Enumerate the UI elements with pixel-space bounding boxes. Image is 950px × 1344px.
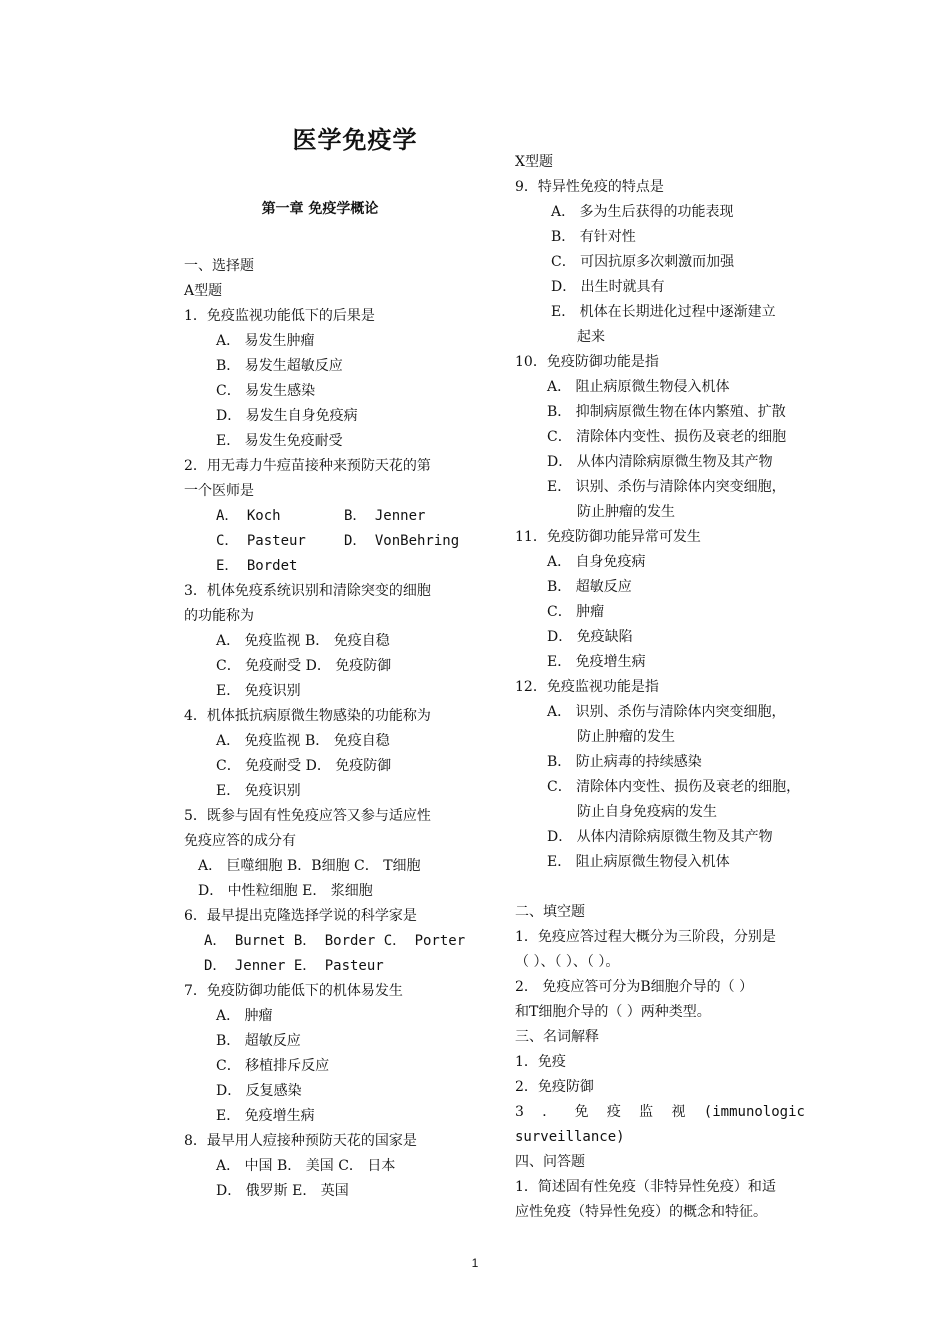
option: E． 免疫增生病	[216, 1108, 315, 1124]
option: A． 阻止病原微生物侵入机体	[547, 379, 730, 395]
option: E． 阻止病原微生物侵入机体	[547, 854, 730, 870]
option: E． 免疫增生病	[547, 654, 646, 670]
option: C． 免疫耐受 D． 免疫防御	[216, 658, 392, 674]
question-9: 9．特异性免疫的特点是	[515, 179, 664, 195]
option: A． 自身免疫病	[547, 554, 646, 570]
option: A． 识别、杀伤与清除体内突变细胞，	[547, 704, 786, 720]
question-7: 7．免疫防御功能低下的机体易发生	[184, 983, 403, 999]
question-12: 12．免疫监视功能是指	[515, 679, 659, 695]
question-type-heading: X型题	[515, 154, 553, 170]
option-row	[184, 504, 479, 529]
option-cont: 防止自身免疫病的发生	[577, 804, 717, 820]
option: E． 易发生免疫耐受	[216, 433, 343, 449]
option: A． 易发生肿瘤	[216, 333, 315, 349]
question-type-heading: A型题	[184, 283, 223, 299]
option: C． 清除体内变性、损伤及衰老的细胞，	[547, 779, 801, 795]
question-3-cont: 的功能称为	[184, 608, 254, 624]
fill-question-2: 2． 免疫应答可分为B细胞介导的（ ）	[515, 979, 754, 995]
option: C． 肿瘤	[547, 604, 605, 620]
option: B． 易发生超敏反应	[216, 358, 343, 374]
question-6: 6．最早提出克隆选择学说的科学家是	[184, 908, 417, 924]
option: C． 移植排斥反应	[216, 1058, 330, 1074]
option: E． 机体在长期进化过程中逐渐建立	[551, 304, 776, 320]
document-title: 医学免疫学	[292, 126, 418, 154]
option: A． 中国 B． 美国 C． 日本	[216, 1158, 396, 1174]
term-part: 免	[574, 1104, 589, 1120]
option: B． 超敏反应	[216, 1033, 301, 1049]
question-3: 3．机体免疫系统识别和清除突变的细胞	[184, 583, 431, 599]
option: C． Pasteur	[216, 533, 306, 549]
chapter-heading: 第一章 免疫学概论	[261, 201, 379, 217]
question-4: 4．机体抵抗病原微生物感染的功能称为	[184, 708, 431, 724]
option: C． 易发生感染	[216, 383, 316, 399]
option: D． 易发生自身免疫病	[216, 408, 358, 424]
option: E． 免疫识别	[216, 683, 301, 699]
option: B． 抑制病原微生物在体内繁殖、扩散	[547, 404, 786, 420]
option: B． 超敏反应	[547, 579, 632, 595]
option: D． 反复感染	[216, 1083, 302, 1099]
option-row: D． 中性粒细胞 E． 浆细胞	[198, 883, 373, 899]
question-11: 11．免疫防御功能异常可发生	[515, 529, 701, 545]
qa-question-1-cont: 应性免疫（特异性免疫）的概念和特征。	[515, 1204, 767, 1220]
term-part: 3	[515, 1104, 524, 1120]
option: E． 免疫识别	[216, 783, 301, 799]
option-row: A． 巨噬细胞 B．B细胞 C． T细胞	[198, 858, 421, 874]
option-row: D． Jenner E． Pasteur	[204, 958, 384, 974]
option: D． VonBehring	[344, 533, 460, 549]
question-2-cont: 一个医师是	[184, 483, 254, 499]
option: B． 防止病毒的持续感染	[547, 754, 702, 770]
term-part: (immunologic	[703, 1104, 805, 1120]
section-heading: 三、名词解释	[515, 1029, 599, 1045]
section-heading: 二、填空题	[515, 904, 585, 920]
option: D． 俄罗斯 E． 英国	[216, 1183, 349, 1199]
term-justified	[515, 1100, 805, 1125]
option: D． 免疫缺陷	[547, 629, 633, 645]
term-cont: surveillance)	[515, 1129, 625, 1145]
term: 2．免疫防御	[515, 1079, 594, 1095]
right-column	[515, 150, 815, 1225]
option-row: A． Burnet B． Border C． Porter	[204, 933, 466, 949]
option: D． 从体内清除病原微生物及其产物	[547, 454, 773, 470]
term-part: 视	[671, 1104, 686, 1120]
option: C． 可因抗原多次刺激而加强	[551, 254, 735, 270]
fill-question-1: 1．免疫应答过程大概分为三阶段，分别是	[515, 929, 776, 945]
option: B． Jenner	[344, 508, 426, 524]
question-5-cont: 免疫应答的成分有	[184, 833, 296, 849]
section-heading: 一、选择题	[184, 258, 254, 274]
term: 1．免疫	[515, 1054, 566, 1070]
option: D． 出生时就具有	[551, 279, 665, 295]
option: E． 识别、杀伤与清除体内突变细胞，	[547, 479, 786, 495]
option: A． 免疫监视 B． 免疫自稳	[216, 733, 390, 749]
question-1: 1．免疫监视功能低下的后果是	[184, 308, 375, 324]
option: A． 免疫监视 B． 免疫自稳	[216, 633, 390, 649]
question-10: 10．免疫防御功能是指	[515, 354, 659, 370]
option: B． 有针对性	[551, 229, 636, 245]
option: D． 从体内清除病原微生物及其产物	[547, 829, 773, 845]
section-heading: 四、问答题	[515, 1154, 585, 1170]
term-part: 监	[639, 1104, 654, 1120]
term-part: 疫	[606, 1104, 621, 1120]
option: A． 肿瘤	[216, 1008, 273, 1024]
option: E． Bordet	[216, 558, 298, 574]
fill-question-2-cont: 和T细胞介导的（ ）两种类型。	[515, 1004, 711, 1020]
option-row	[184, 529, 479, 554]
question-5: 5．既参与固有性免疫应答又参与适应性	[184, 808, 431, 824]
qa-question-1: 1．简述固有性免疫（非特异性免疫）和适	[515, 1179, 776, 1195]
left-column	[184, 254, 479, 1204]
fill-question-1-cont: （ ）、（ ）、（ ）。	[515, 954, 620, 970]
option-cont: 防止肿瘤的发生	[577, 504, 675, 520]
option: A． 多为生后获得的功能表现	[551, 204, 734, 220]
option: C． 免疫耐受 D． 免疫防御	[216, 758, 392, 774]
option: C． 清除体内变性、损伤及衰老的细胞	[547, 429, 787, 445]
page-number: 1	[471, 1256, 479, 1270]
question-2: 2．用无毒力牛痘苗接种来预防天花的第	[184, 458, 431, 474]
option-cont: 防止肿瘤的发生	[577, 729, 675, 745]
question-8: 8．最早用人痘接种预防天花的国家是	[184, 1133, 417, 1149]
option-cont: 起来	[577, 329, 605, 345]
spacer	[515, 875, 815, 900]
option: A． Koch	[216, 508, 281, 524]
term-part: ．	[542, 1104, 557, 1120]
